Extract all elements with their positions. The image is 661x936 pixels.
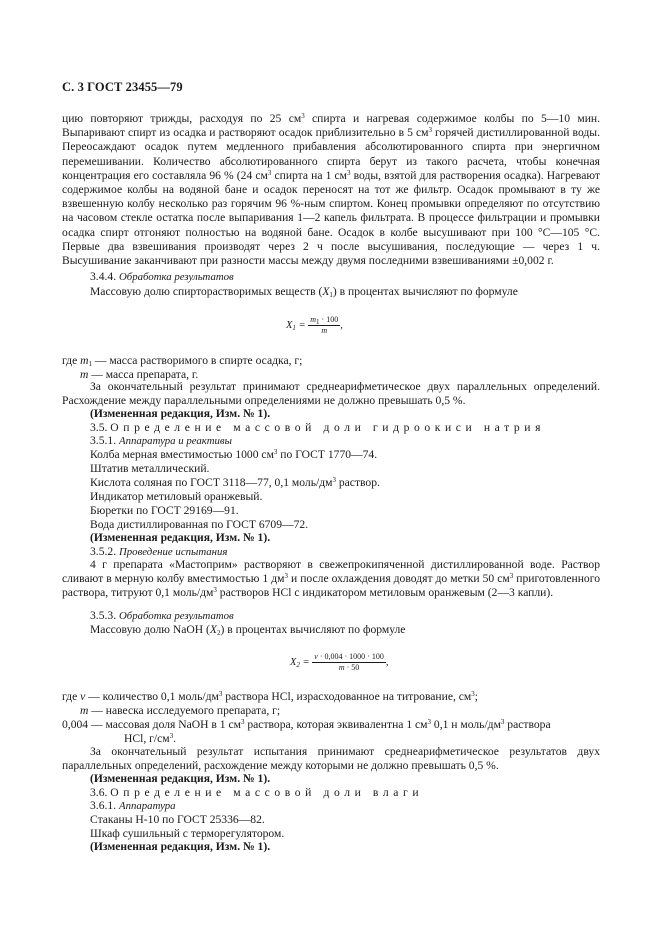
reagent-indicator: Индикатор метиловый оранжевый. xyxy=(90,490,263,503)
section-3-6-1-heading: 3.6.1. Аппаратура xyxy=(90,799,176,812)
section-3-4-4-heading: 3.4.4. Обработка результатов xyxy=(90,270,234,283)
apparatus-beakers: Стаканы Н-10 по ГОСТ 25336—82. xyxy=(90,813,265,826)
formula-x1-where-m1: где $m_1$ — масса растворимого в спирте осадка, г; xyxy=(62,354,303,368)
formula-x1-where-m: m — масса препарата, г. xyxy=(80,368,199,381)
formula-x2-where-m: m — навеска исследуемого препарата, г; xyxy=(80,704,281,717)
edit-note-1: (Измененная редакция, Изм. № 1). xyxy=(90,407,271,420)
procedure-paragraph: 4 г препарата «Мастоприм» растворяют в свежепрокипяченной дистиллированной воде. Раствор сливают в мерную колбу вместимостью 1 $дм^3$ и после охлаждения доводят до метки 50 $см^3$ приготовленного раствора, титруют 0,1 моль/$дм^3$ растворов HCl с индикатором метиловым оранжевым (2—3 капли). xyxy=(62,558,600,600)
edit-note-2: (Измененная редакция, Изм. № 1). xyxy=(90,531,271,544)
section-3-5-3-heading: 3.5.3. Обработка результатов xyxy=(90,609,234,622)
formula-x2-where-coef-unit: HCl, $г/см^3$. xyxy=(124,732,176,745)
section-3-5-1-heading: 3.5.1. Аппаратура и реактивы xyxy=(90,434,232,447)
section-3-5-3-text: Массовую долю NaOH $(X_2)$ в процентах вычисляют по формуле xyxy=(90,623,406,637)
reagent-acid: Кислота соляная по ГОСТ 3118—77, 0,1 моль/$дм^3$ раствор. xyxy=(90,476,380,489)
paragraph-continued: цию повторяют трижды, расходуя по 25 $см^3$ спирта и нагревая содержимое колбы по 5—10 мин. Выпаривают спирт из осадка и растворяют осадок приблизительно в 5 $см^3$ горячей дистиллированной воды. Переосаждают осадок путем медленного прибавления абсолютированного спирта при энергичном перемешивании. Количество абсолютированного спирта берут из такого расчета, чтобы конечная концентрация его составляла 96 % (24 $см^3$ спирта на 1 $см^3$ воды, взятой для растворения осадка). Нагревают содержимое колбы на водяной бане и осадок переносят на тот же фильтр. Осадок промывают в ту же взвешенную колбу несколько раз горячим 96 %-ным спиртом. Конец промывки определяют по отсутствию на часовом стекле остатка после выпаривания 1—2 капель фильтрата. В процессе фильтрации и промывки осадка спирт отгоняют полностью на водяной бане. Осадок в колбе высушивают при 100 °С—105 °С. Первые два взвешивания производят через 2 ч после высушивания, последующие — через 1 ч. Высушивание заканчивают при разности массы между двумя последними взвешиваниями ±0,002 г. xyxy=(62,112,601,268)
apparatus-oven: Шкаф сушильный с терморегулятором. xyxy=(90,827,285,840)
page-header: С. 3 ГОСТ 23455—79 xyxy=(62,80,183,94)
edit-note-4: (Измененная редакция, Изм. № 1). xyxy=(90,840,271,853)
formula-x2: $X_2$ = $\frac{v \cdot 0,004 \cdot 1000 \cdot 100}{m \cdot 50}$ , xyxy=(290,652,389,672)
reagent-stand: Штатив металлический. xyxy=(90,462,210,475)
reagent-burettes: Бюретки по ГОСТ 29169—91. xyxy=(90,504,239,517)
reagent-water: Вода дистиллированная по ГОСТ 6709—72. xyxy=(90,518,309,531)
formula-x2-where-v: где v — количество 0,1 моль/$дм^3$ раствора HCl, израсходованное на титрование, $см^3$; xyxy=(62,690,478,703)
final-result-paragraph-1: За окончательный результат принимают среднеарифметическое двух параллельных определений. Расхождение между параллельными определениями не должно превышать 0,5 %. xyxy=(62,380,600,408)
section-3-5-2-heading: 3.5.2. Проведение испытания xyxy=(90,545,228,558)
final-result-paragraph-2: За окончательный результат испытания принимают среднеарифметическое результатов двух параллельных определений, расхождение между которыми не должно превышать 0,5 %. xyxy=(62,745,600,773)
formula-x2-where-coef: 0,004 — массовая доля NaOH в 1 $см^3$ раствора, которая эквивалентна 1 $см^3$ 0,1 н моль/$дм^3$ раствора xyxy=(62,718,551,731)
reagent-flask: Колба мерная вместимостью 1000 $см^3$ по ГОСТ 1770—74. xyxy=(90,448,378,461)
section-3-4-4-text: Массовую долю спирторастворимых веществ $(X_1)$ в процентах вычисляют по формуле xyxy=(90,285,518,299)
section-3-5-heading: 3.5. Определение массовой доли гидроокиси натрия xyxy=(90,421,546,434)
formula-x1: $X_1$ = $\frac{m_1 \cdot 100}{m}$ , xyxy=(286,315,343,335)
edit-note-3: (Измененная редакция, Изм. № 1). xyxy=(90,772,271,785)
section-3-6-heading: 3.6. Определение массовой доли влаги xyxy=(90,786,424,799)
